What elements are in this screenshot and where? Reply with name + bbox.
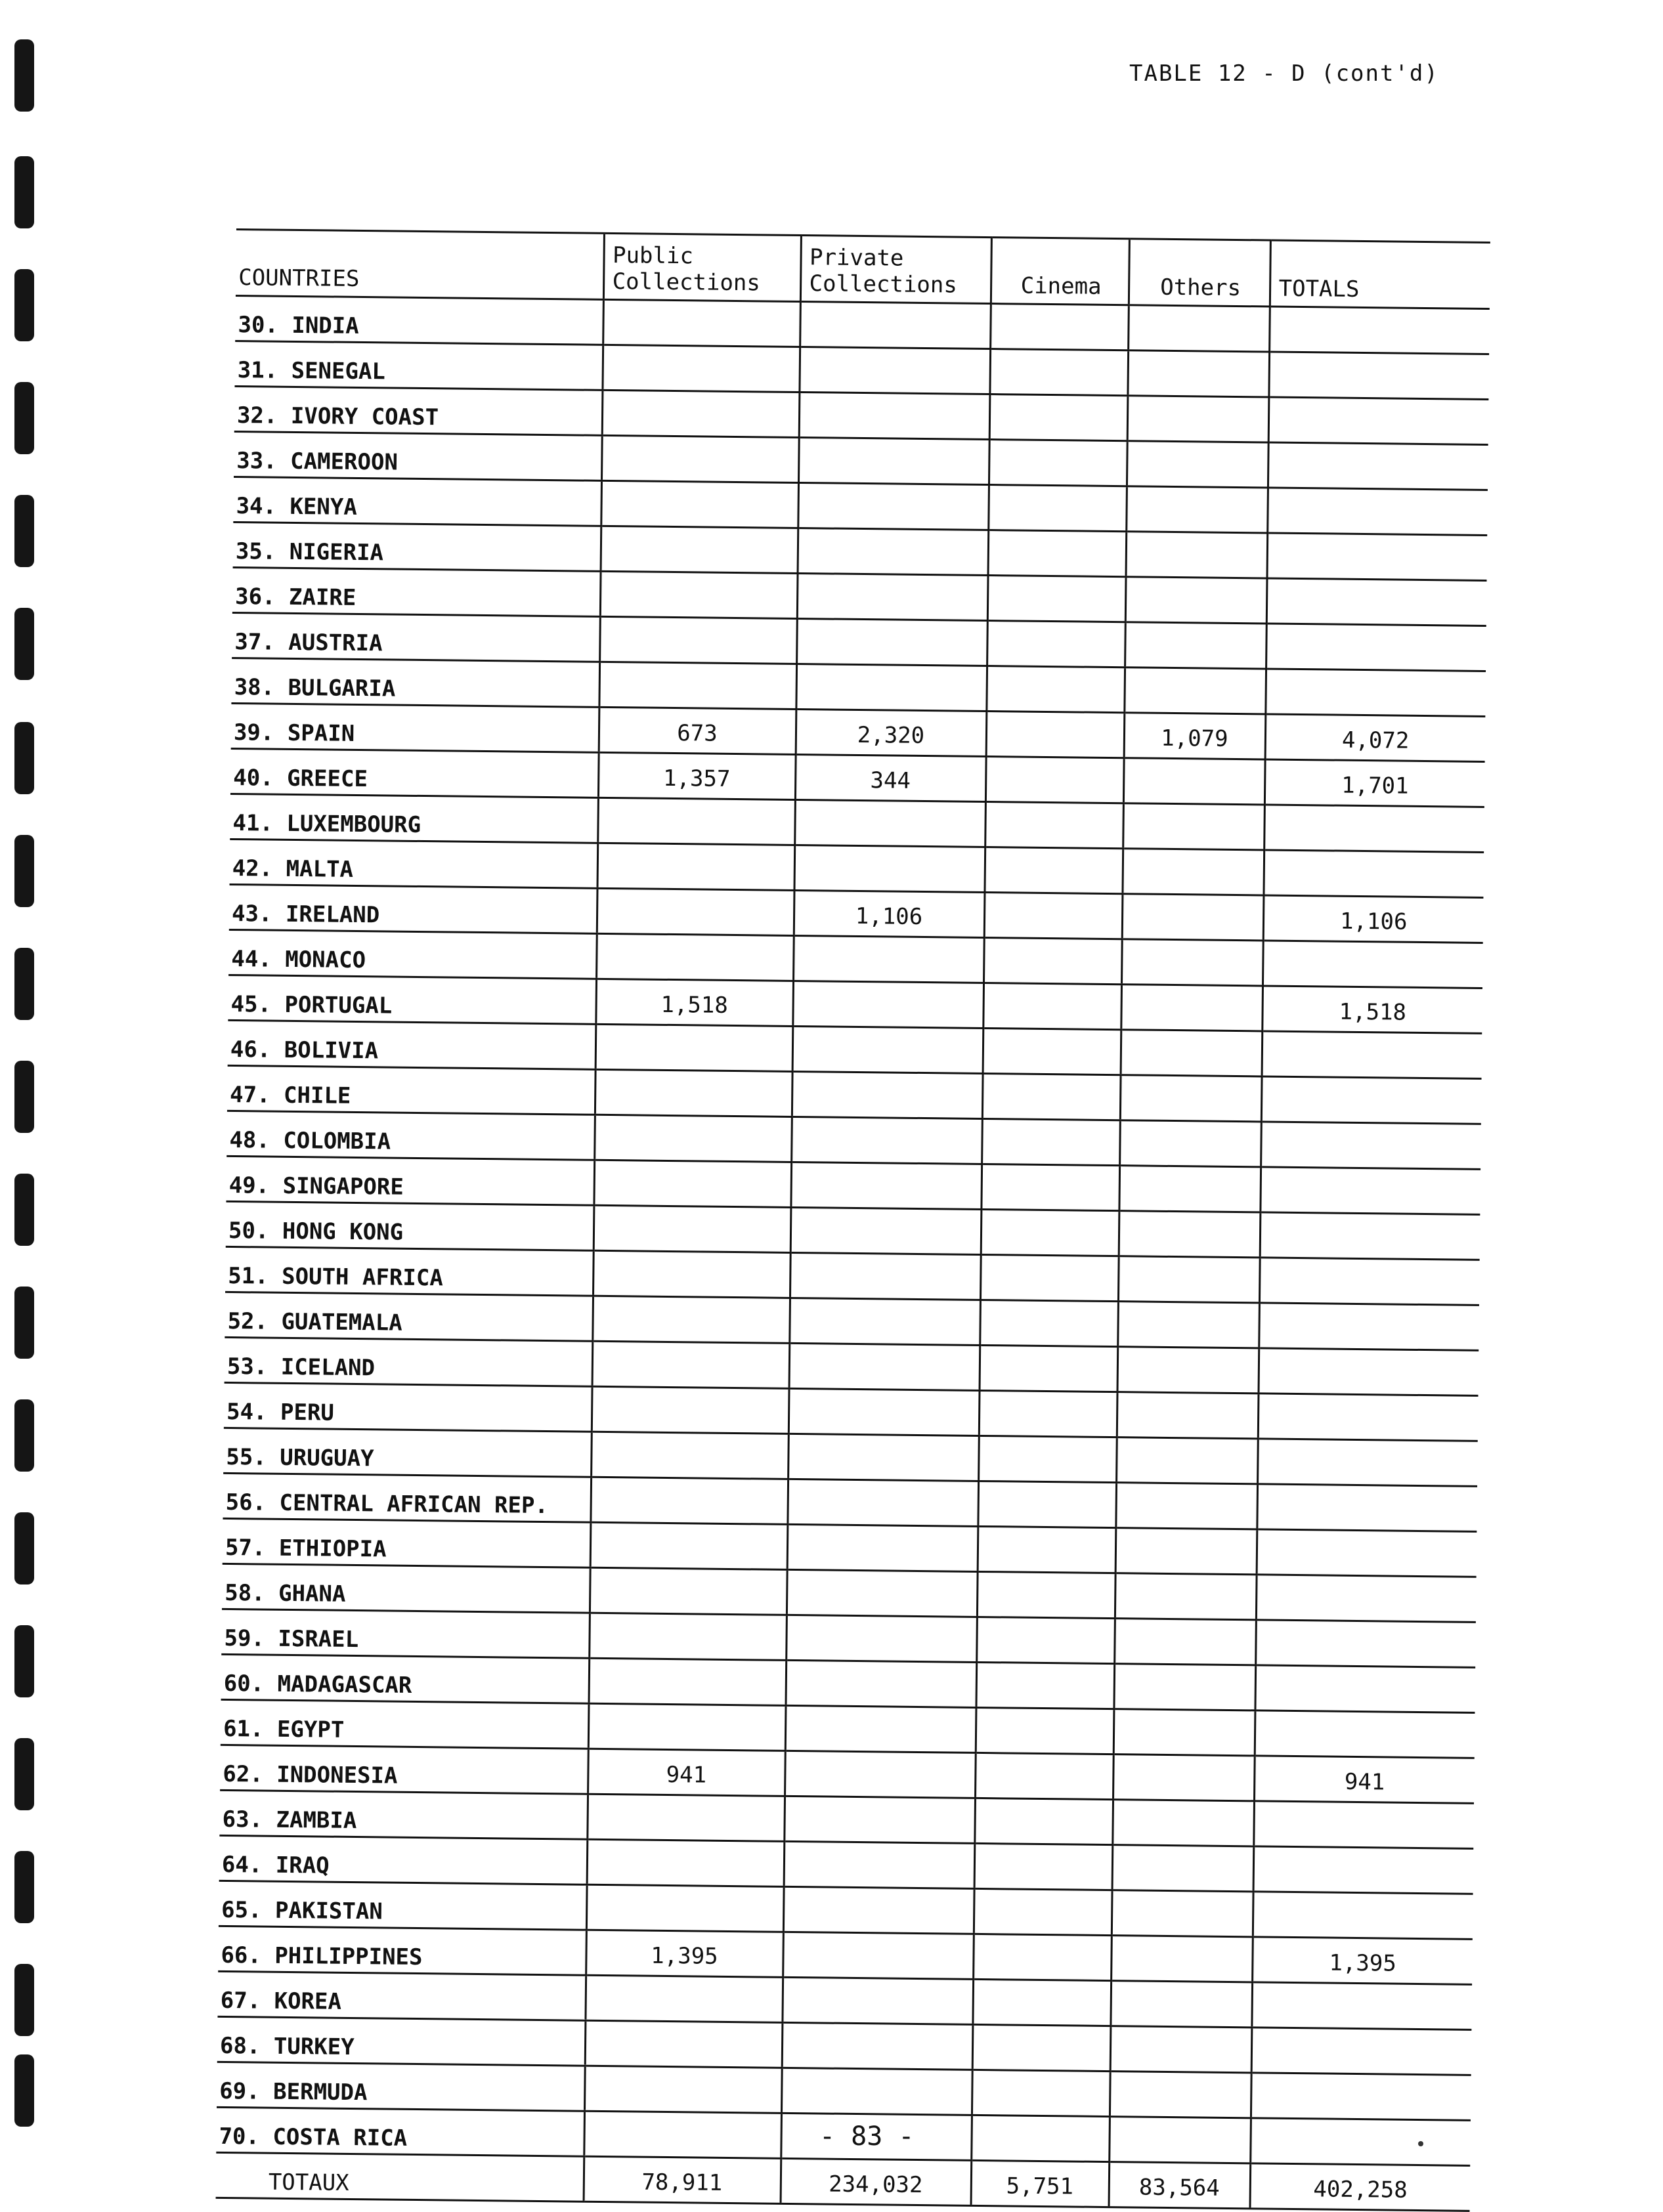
binding-hole xyxy=(14,1964,34,2036)
grand-total: 402,258 xyxy=(1249,2163,1470,2211)
totals-cell xyxy=(1269,307,1490,354)
public-collections-cell xyxy=(603,299,800,347)
others-cell xyxy=(1124,668,1266,714)
public-collections-cell xyxy=(590,1567,787,1615)
private-collections-cell xyxy=(794,799,985,847)
others-cell xyxy=(1113,1755,1255,1801)
totals-cell: 1,518 xyxy=(1262,986,1482,1034)
header-countries: COUNTRIES xyxy=(236,229,604,299)
others-cell xyxy=(1112,1800,1254,1846)
others-cell xyxy=(1113,1664,1255,1711)
binding-hole xyxy=(14,948,34,1020)
others-cell xyxy=(1126,486,1268,533)
public-collections-cell xyxy=(594,1160,791,1207)
totals-cell xyxy=(1265,669,1486,717)
public-collections-cell xyxy=(601,480,798,528)
public-collections-cell xyxy=(595,1069,792,1117)
cinema-cell xyxy=(979,1390,1117,1437)
others-cell xyxy=(1120,1075,1262,1122)
others-cell xyxy=(1112,1890,1253,1937)
totals-cell xyxy=(1256,1575,1477,1623)
totals-cell: 4,072 xyxy=(1265,714,1486,762)
cinema-cell xyxy=(973,1934,1112,1980)
totals-cell: 1,395 xyxy=(1252,1937,1473,1985)
binding-hole xyxy=(14,608,34,680)
totals-cell xyxy=(1251,2028,1472,2075)
binding-hole xyxy=(14,722,34,794)
private-collections-cell xyxy=(798,437,989,484)
private-collections-cell xyxy=(786,1615,977,1662)
page-number: - 83 - xyxy=(819,2121,915,2152)
cinema-cell xyxy=(975,1753,1113,1799)
total-private-collections: 234,032 xyxy=(781,2158,972,2205)
cinema-cell xyxy=(988,485,1127,532)
country-cell: 40. GREECE xyxy=(230,748,599,798)
binding-hole xyxy=(14,382,34,454)
public-collections-cell xyxy=(600,571,798,618)
private-collections-cell xyxy=(798,482,989,530)
cinema-cell xyxy=(989,349,1128,396)
country-cell: 41. LUXEMBOURG xyxy=(230,794,598,843)
others-cell xyxy=(1127,441,1268,488)
private-collections-cell: 344 xyxy=(795,754,986,801)
country-cell: 48. COLOMBIA xyxy=(227,1111,595,1160)
totals-cell xyxy=(1268,397,1489,445)
public-collections-cell xyxy=(593,1250,790,1298)
private-collections-cell xyxy=(790,1207,982,1254)
others-cell xyxy=(1119,1166,1261,1212)
cinema-cell xyxy=(986,712,1125,758)
others-cell xyxy=(1119,1211,1261,1258)
cinema-cell xyxy=(983,983,1121,1029)
others-cell xyxy=(1110,2072,1251,2118)
others-cell xyxy=(1126,532,1268,578)
private-collections-cell xyxy=(794,845,985,892)
binding-holes xyxy=(14,39,43,2127)
public-collections-cell xyxy=(599,616,797,664)
cinema-cell xyxy=(984,847,1123,893)
totals-cell xyxy=(1263,941,1483,989)
private-collections-cell xyxy=(799,392,990,439)
private-collections-cell xyxy=(781,2068,972,2115)
binding-hole xyxy=(14,269,34,341)
table-body xyxy=(216,295,1490,2211)
binding-hole xyxy=(14,39,34,112)
cinema-cell xyxy=(983,1028,1121,1074)
cinema-cell xyxy=(983,937,1122,984)
public-collections-cell xyxy=(592,1296,790,1343)
others-cell xyxy=(1122,894,1264,941)
private-collections-cell xyxy=(784,1841,975,1888)
cinema-cell xyxy=(977,1571,1115,1618)
cinema-cell xyxy=(972,2070,1110,2116)
private-collections-cell xyxy=(793,935,984,983)
country-cell: 38. BULGARIA xyxy=(231,658,599,707)
totals-cell xyxy=(1267,488,1488,536)
totals-cell xyxy=(1264,805,1484,853)
cinema-cell xyxy=(985,801,1123,848)
country-cell: 32. IVORY COAST xyxy=(234,386,603,435)
totals-cell xyxy=(1251,2073,1471,2121)
others-cell xyxy=(1110,1981,1252,2028)
public-collections-cell xyxy=(597,798,795,845)
private-collections-cell xyxy=(788,1434,979,1481)
totals-cell xyxy=(1253,1892,1473,1940)
total-others: 83,564 xyxy=(1109,2162,1251,2209)
totals-cell xyxy=(1263,850,1484,898)
private-collections-cell xyxy=(782,1977,973,2024)
cinema-cell xyxy=(972,2024,1111,2071)
country-cell: 33. CAMEROON xyxy=(234,431,602,480)
private-collections-cell xyxy=(792,1026,983,1073)
others-cell xyxy=(1125,622,1266,669)
cinema-cell xyxy=(978,1526,1116,1573)
country-cell: 30. INDIA xyxy=(235,295,603,345)
others-cell xyxy=(1111,1936,1253,1982)
totals-cell xyxy=(1267,533,1488,581)
private-collections-cell xyxy=(787,1479,978,1526)
others-cell xyxy=(1121,1030,1263,1076)
country-cell: 53. ICELAND xyxy=(225,1337,593,1386)
country-cell: 34. KENYA xyxy=(233,477,601,526)
country-cell: 66. PHILIPPINES xyxy=(218,1926,586,1975)
total-public-collections: 78,911 xyxy=(584,2156,781,2203)
private-collections-cell: 2,320 xyxy=(796,709,987,756)
totals-cell xyxy=(1253,1846,1474,1894)
country-cell: 54. PERU xyxy=(224,1382,592,1432)
binding-hole xyxy=(14,1738,34,1810)
private-collections-cell xyxy=(785,1751,976,1798)
private-collections-cell xyxy=(796,618,987,666)
country-cell: 44. MONACO xyxy=(228,929,597,979)
others-cell xyxy=(1114,1619,1256,1665)
others-cell xyxy=(1121,939,1263,986)
public-collections-cell xyxy=(588,1703,786,1751)
cinema-cell xyxy=(974,1798,1113,1844)
cinema-cell xyxy=(989,440,1127,486)
others-cell xyxy=(1123,803,1264,850)
header-public-collections: Public Collections xyxy=(603,233,801,301)
totals-cell xyxy=(1259,1303,1479,1351)
private-collections-cell xyxy=(797,573,988,620)
scan-speck xyxy=(1418,2141,1423,2146)
cinema-cell xyxy=(981,1164,1119,1210)
country-cell: 63. ZAMBIA xyxy=(219,1790,588,1839)
public-collections-cell xyxy=(588,1658,786,1705)
country-cell: 47. CHILE xyxy=(227,1065,595,1115)
public-collections-cell xyxy=(585,1975,783,2022)
country-cell: 45. PORTUGAL xyxy=(228,975,596,1024)
private-collections-cell xyxy=(790,1162,982,1209)
binding-hole xyxy=(14,835,34,907)
header-cinema: Cinema xyxy=(991,238,1129,305)
others-cell xyxy=(1115,1528,1257,1575)
public-collections-cell xyxy=(597,843,795,890)
country-cell: 49. SINGAPORE xyxy=(226,1156,594,1205)
binding-hole xyxy=(14,1399,34,1472)
cinema-cell xyxy=(976,1707,1114,1754)
binding-hole xyxy=(14,495,34,567)
public-collections-cell xyxy=(592,1386,789,1434)
public-collections-cell xyxy=(595,1024,793,1071)
others-cell xyxy=(1117,1347,1259,1393)
table-title: TABLE 12 - D (cont'd) xyxy=(1129,60,1439,87)
cinema-cell xyxy=(980,1254,1119,1301)
cinema-cell xyxy=(981,1209,1119,1256)
cinema-cell xyxy=(982,1073,1121,1120)
public-collections-cell xyxy=(597,888,794,935)
binding-hole xyxy=(14,1061,34,1133)
country-cell: 58. GHANA xyxy=(222,1563,590,1613)
cinema-cell xyxy=(984,892,1123,939)
private-collections-cell xyxy=(787,1569,978,1617)
country-cell: 61. EGYPT xyxy=(221,1699,589,1749)
totals-cell xyxy=(1258,1393,1479,1441)
private-collections-cell xyxy=(785,1660,976,1707)
cinema-cell xyxy=(986,666,1125,713)
public-collections-cell xyxy=(599,662,796,709)
others-cell xyxy=(1115,1483,1257,1529)
binding-hole xyxy=(14,1287,34,1359)
totals-cell xyxy=(1262,1031,1482,1079)
public-collections-cell xyxy=(584,2066,782,2113)
totals-cell xyxy=(1255,1620,1476,1668)
cinema-cell xyxy=(974,1888,1112,1935)
private-collections-cell xyxy=(792,1071,983,1118)
totals-cell xyxy=(1261,1076,1482,1124)
private-collections-cell xyxy=(791,1117,982,1164)
totals-cell xyxy=(1259,1258,1480,1306)
others-cell xyxy=(1127,396,1269,442)
cinema-cell xyxy=(978,1481,1116,1527)
country-cell: 51. SOUTH AFRICA xyxy=(225,1246,594,1296)
totals-cell xyxy=(1253,1801,1474,1849)
cinema-cell xyxy=(982,1118,1120,1165)
others-cell xyxy=(1127,351,1269,397)
country-cell: 50. HONG KONG xyxy=(226,1201,594,1250)
cinema-cell xyxy=(976,1617,1115,1663)
totals-cell xyxy=(1260,1167,1480,1215)
public-collections-cell xyxy=(591,1432,788,1479)
binding-hole xyxy=(14,1625,34,1697)
cinema-cell xyxy=(987,621,1125,668)
others-cell xyxy=(1125,577,1267,624)
private-collections-cell xyxy=(800,302,991,349)
public-collections-cell xyxy=(586,1884,784,1932)
binding-hole xyxy=(14,1174,34,1246)
cinema-cell xyxy=(980,1345,1118,1392)
cinema-cell xyxy=(971,2115,1110,2161)
country-cell: 35. NIGERIA xyxy=(233,522,601,571)
others-cell xyxy=(1122,849,1264,895)
country-cell: 64. IRAQ xyxy=(219,1835,588,1884)
country-cell: 69. BERMUDA xyxy=(217,2062,585,2111)
country-cell: 57. ETHIOPIA xyxy=(223,1518,591,1567)
private-collections-cell xyxy=(798,528,989,575)
cinema-cell xyxy=(976,1662,1114,1709)
cinema-cell xyxy=(988,530,1127,577)
cinema-cell xyxy=(990,304,1129,351)
others-cell xyxy=(1109,2117,1251,2163)
private-collections-cell xyxy=(789,1343,980,1390)
cinema-cell xyxy=(978,1436,1117,1482)
totals-cell xyxy=(1255,1665,1475,1713)
public-collections-cell: 1,357 xyxy=(598,752,796,799)
public-collections-cell xyxy=(584,2111,781,2158)
country-cell: 60. MADAGASCAR xyxy=(221,1654,590,1703)
cinema-cell xyxy=(974,1843,1113,1890)
totals-label: TOTAUX xyxy=(216,2152,584,2201)
private-collections-cell xyxy=(796,664,987,711)
public-collections-cell xyxy=(585,2020,783,2068)
public-collections-cell xyxy=(601,526,798,573)
public-collections-cell xyxy=(602,345,800,392)
cinema-cell xyxy=(985,756,1124,803)
binding-hole xyxy=(14,1512,34,1585)
public-collections-cell xyxy=(590,1477,788,1524)
private-collections-cell xyxy=(785,1705,976,1753)
others-cell xyxy=(1121,985,1263,1031)
totals-cell xyxy=(1266,578,1487,626)
country-cell: 67. KOREA xyxy=(217,1971,586,2020)
country-cell: 36. ZAIRE xyxy=(232,567,601,616)
country-cell: 56. CENTRAL AFRICAN REP. xyxy=(223,1473,591,1522)
private-collections-cell xyxy=(783,1932,974,1979)
public-collections-cell xyxy=(590,1522,788,1569)
private-collections-cell xyxy=(788,1388,980,1436)
private-collections-cell xyxy=(790,1252,981,1300)
others-cell xyxy=(1116,1437,1258,1484)
totals-cell: 1,106 xyxy=(1263,895,1484,943)
totals-cell xyxy=(1257,1529,1477,1577)
totals-cell xyxy=(1266,624,1486,671)
others-cell xyxy=(1113,1709,1255,1756)
totals-cell xyxy=(1250,2118,1471,2166)
totals-cell: 941 xyxy=(1254,1756,1475,1804)
country-cell: 68. TURKEY xyxy=(217,2016,586,2066)
totals-cell xyxy=(1258,1348,1479,1396)
public-collections-cell xyxy=(601,435,799,482)
binding-hole xyxy=(14,2054,34,2127)
country-cell: 42. MALTA xyxy=(230,839,598,888)
totals-cell xyxy=(1257,1439,1478,1487)
public-collections-cell: 941 xyxy=(588,1749,785,1796)
public-collections-cell: 1,395 xyxy=(586,1930,783,1977)
country-cell: 37. AUSTRIA xyxy=(232,612,600,662)
others-cell xyxy=(1117,1302,1259,1348)
totals-cell xyxy=(1261,1122,1481,1170)
totals-cell xyxy=(1257,1484,1477,1532)
public-collections-cell xyxy=(602,390,800,437)
private-collections-cell xyxy=(792,981,983,1028)
country-cell: 62. INDONESIA xyxy=(220,1745,588,1794)
binding-hole xyxy=(14,1851,34,1923)
country-cell: 52. GUATEMALA xyxy=(225,1292,593,1341)
public-collections-cell xyxy=(587,1794,785,1841)
others-cell xyxy=(1128,305,1270,352)
statistics-table xyxy=(216,228,1490,2212)
others-cell xyxy=(1115,1573,1257,1620)
private-collections-cell xyxy=(784,1796,975,1843)
totals-cell xyxy=(1251,1982,1472,2030)
others-cell xyxy=(1112,1845,1254,1892)
others-cell: 1,079 xyxy=(1124,713,1266,759)
table-header-row xyxy=(236,229,1490,308)
others-cell xyxy=(1123,758,1265,805)
public-collections-cell: 1,518 xyxy=(595,979,793,1026)
header-totals: TOTALS xyxy=(1270,240,1490,309)
country-cell: 39. SPAIN xyxy=(231,703,599,752)
country-cell: 70. COSTA RICA xyxy=(216,2107,584,2156)
totals-cell: 1,701 xyxy=(1264,759,1485,807)
country-cell: 65. PAKISTAN xyxy=(219,1881,587,1930)
private-collections-cell xyxy=(787,1524,978,1571)
public-collections-cell xyxy=(594,1205,791,1252)
totals-cell xyxy=(1260,1212,1480,1260)
header-others: Others xyxy=(1129,239,1270,307)
totals-cell xyxy=(1255,1711,1475,1758)
others-cell xyxy=(1118,1256,1260,1303)
binding-hole xyxy=(14,156,34,228)
public-collections-cell xyxy=(589,1613,787,1660)
others-cell xyxy=(1117,1392,1259,1439)
header-private-collections: Private Collections xyxy=(800,236,991,304)
public-collections-cell: 673 xyxy=(599,707,796,754)
cinema-cell xyxy=(989,394,1128,441)
private-collections-cell xyxy=(789,1298,980,1345)
private-collections-cell xyxy=(782,2022,973,2070)
country-cell: 59. ISRAEL xyxy=(221,1609,590,1658)
cinema-cell xyxy=(980,1300,1118,1346)
public-collections-cell xyxy=(587,1839,785,1886)
public-collections-cell xyxy=(596,933,794,981)
country-cell: 31. SENEGAL xyxy=(234,341,603,390)
total-cinema: 5,751 xyxy=(971,2160,1110,2207)
others-cell xyxy=(1110,2026,1252,2073)
public-collections-cell xyxy=(592,1341,790,1388)
country-cell: 43. IRELAND xyxy=(229,884,597,933)
totals-cell xyxy=(1268,442,1488,490)
cinema-cell xyxy=(972,1979,1111,2026)
others-cell xyxy=(1119,1120,1261,1167)
country-cell: 55. URUGUAY xyxy=(223,1428,592,1477)
public-collections-cell xyxy=(594,1115,792,1162)
private-collections-cell xyxy=(799,347,990,394)
cinema-cell xyxy=(987,576,1126,622)
private-collections-cell: 1,106 xyxy=(794,890,985,937)
private-collections-cell xyxy=(783,1886,974,1934)
country-cell: 46. BOLIVIA xyxy=(228,1020,596,1069)
totals-cell xyxy=(1268,352,1489,400)
